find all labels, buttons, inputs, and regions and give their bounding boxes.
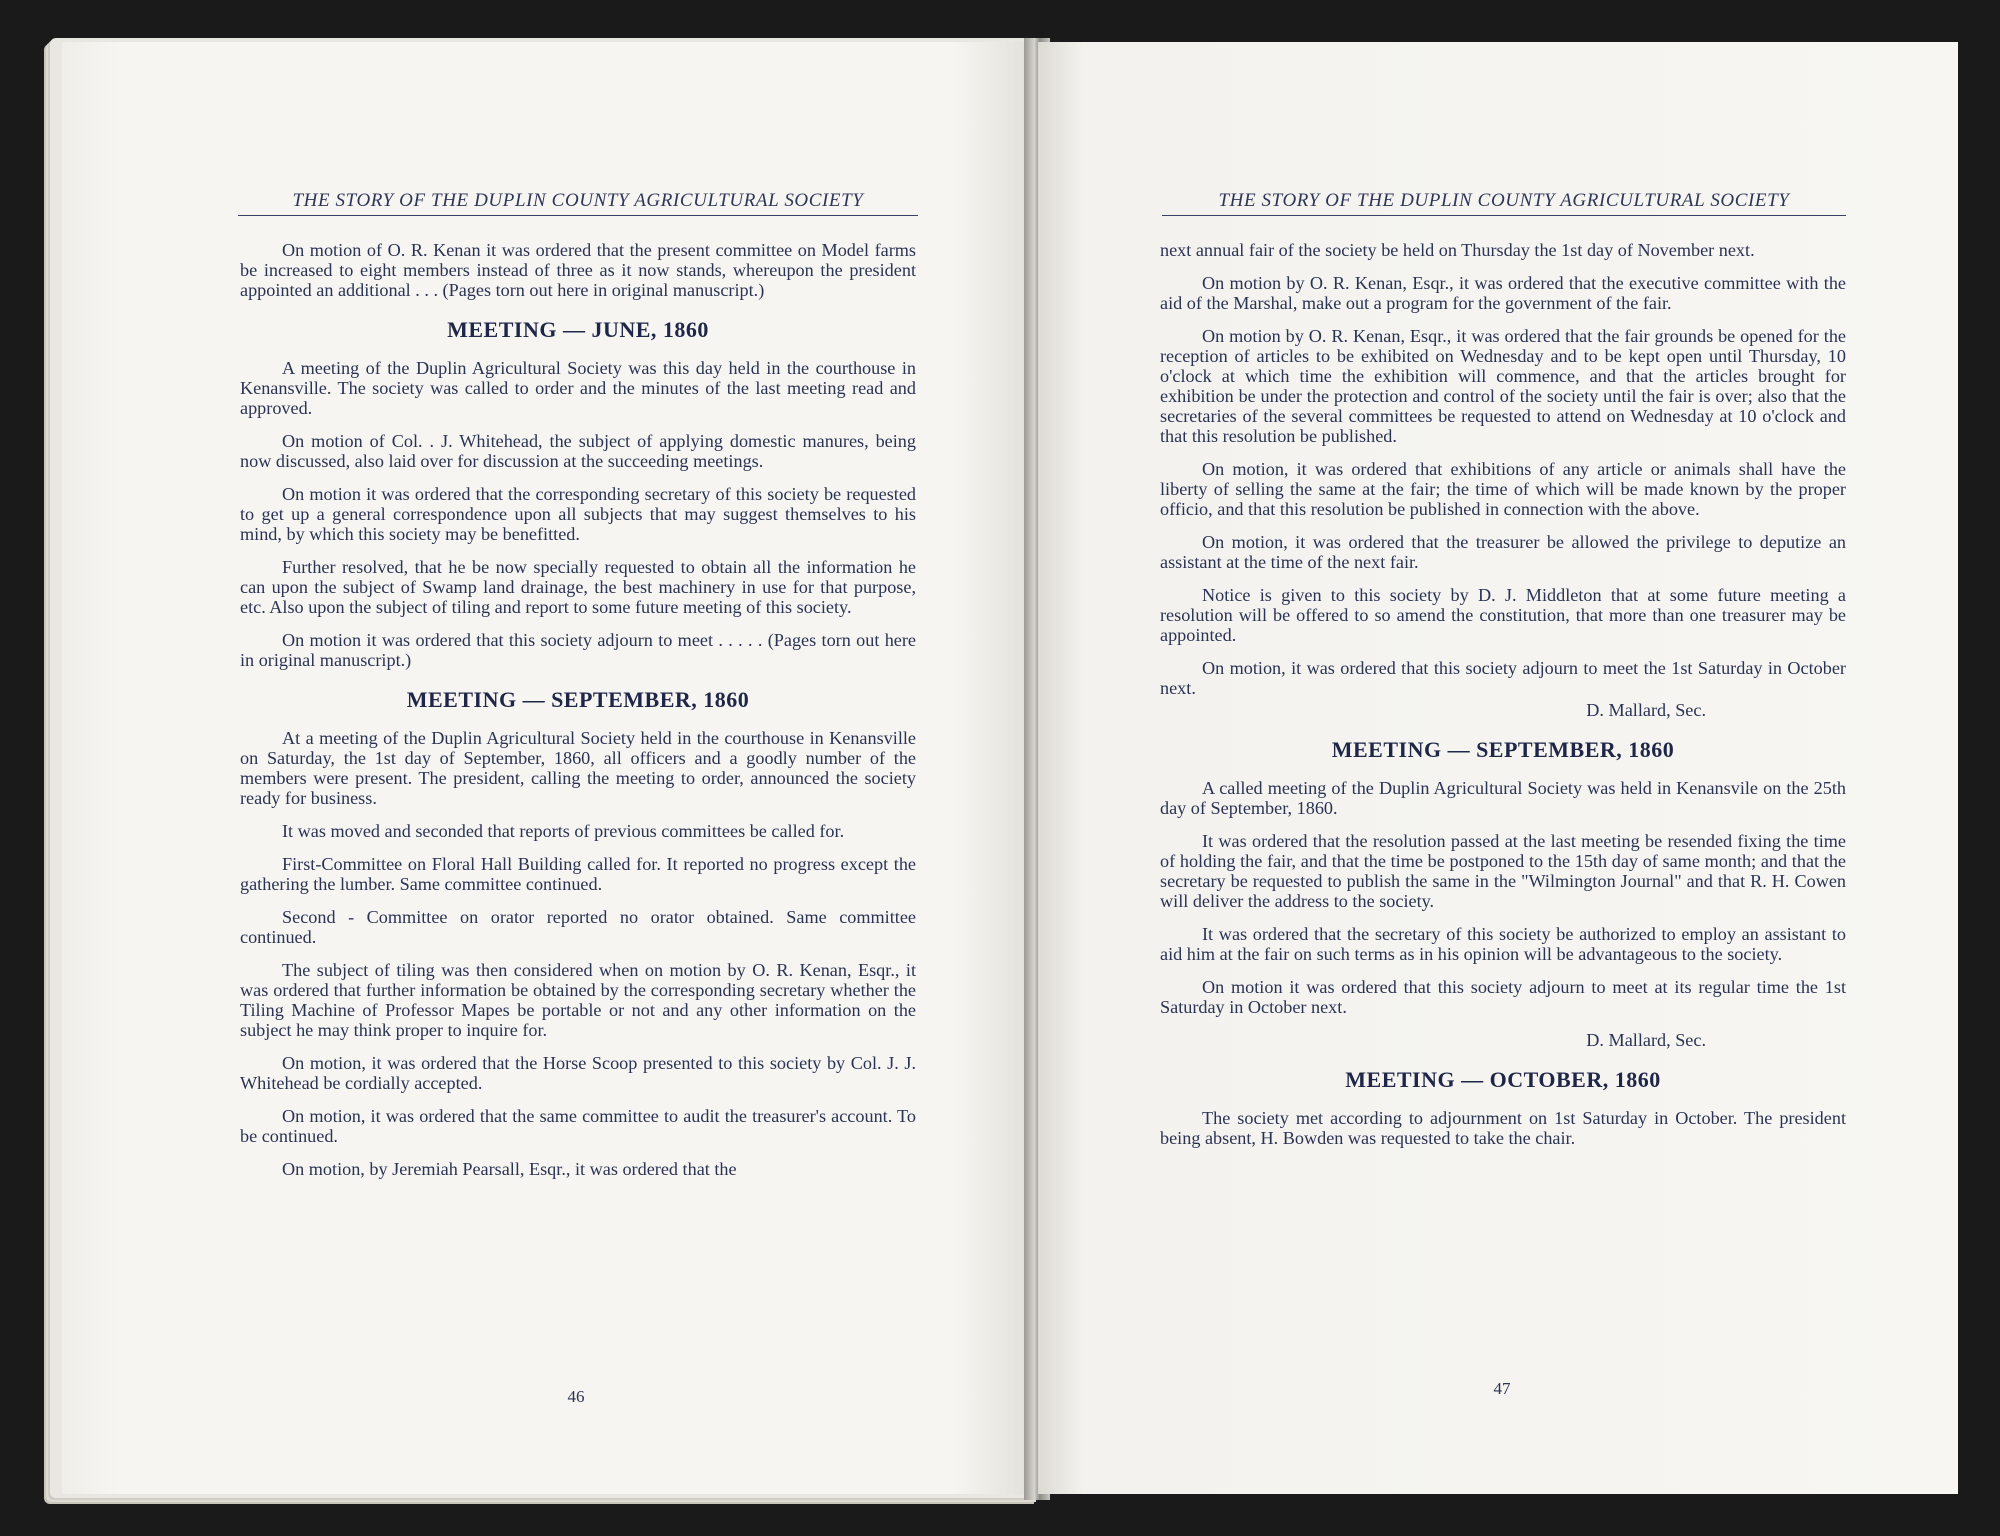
right-page-number: 47 (1493, 1379, 1511, 1398)
left-running-head: THE STORY OF THE DUPLIN COUNTY AGRICULTURAL SOCIETY (238, 190, 918, 216)
paragraph: On motion it was ordered that this society adjourn to meet at its regular time the 1st Saturday in October next. (1160, 977, 1846, 1017)
paragraph: A called meeting of the Duplin Agricultural Society was held in Kenansvile on the 25th day of September, 1860. (1160, 778, 1846, 818)
paragraph: At a meeting of the Duplin Agricultural Society held in the courthouse in Kenansville on Saturday, the 1st day of September, 1860, all officers and a goodly number of the members were present. The president, calling the meeting to order, announced the society ready for business. (240, 728, 916, 808)
left-page-number: 46 (567, 1387, 585, 1406)
paragraph: On motion of O. R. Kenan it was ordered that the present committee on Model farms be increased to eight members instead of three as it now stands, whereupon the president appointed an additional . . . (Pages torn out here in original manuscript.) (240, 240, 916, 300)
paragraph: On motion, by Jeremiah Pearsall, Esqr., it was ordered that the (282, 1159, 737, 1179)
paragraph: The society met according to adjournment on 1st Saturday in October. The president being absent, H. Bowden was requested to take the chair. (1160, 1108, 1846, 1148)
paragraph: It was ordered that the secretary of this society be authorized to employ an assistant to aid him at the fair on such terms as in his opinion will be advantageous to the society. (1160, 924, 1846, 964)
paragraph: On motion of Col. . J. Whitehead, the subject of applying domestic manures, being now discussed, also laid over for discussion at the succeeding meetings. (240, 431, 916, 471)
left-page (62, 42, 1032, 1494)
right-page (1038, 42, 1958, 1494)
paragraph: next annual fair of the society be held on Thursday the 1st day of November next. (1160, 240, 1755, 260)
paragraph: First-Committee on Floral Hall Building called for. It reported no progress except the gathering the lumber. Same committee continued. (240, 854, 916, 894)
paragraph: On motion, it was ordered that exhibitions of any article or animals shall have the liberty of selling the same at the fair; the time of which will be made known by the proper officio, and that this resolution be published in connection with the above. (1160, 459, 1846, 519)
meeting-heading: MEETING — JUNE, 1860 (447, 317, 709, 342)
paragraph: On motion, it was ordered that the Horse Scoop presented to this society by Col. J. J. Whitehead be cordially accepted. (240, 1053, 916, 1093)
paragraph: Notice is given to this society by D. J. Middleton that at some future meeting a resolution will be offered to so amend the constitution, that more than one treasurer may be appointed. (1160, 585, 1846, 645)
paragraph: Second - Committee on orator reported no orator obtained. Same committee continued. (240, 907, 916, 947)
right-running-head: THE STORY OF THE DUPLIN COUNTY AGRICULTURAL SOCIETY (1162, 190, 1846, 216)
right-text-column (1160, 240, 1846, 1161)
left-text-column (240, 240, 916, 1192)
meeting-heading: MEETING — OCTOBER, 1860 (1345, 1067, 1661, 1092)
paragraph: It was ordered that the resolution passed at the last meeting be resended fixing the time of holding the fair, and that the time be postponed to the 15th day of same month; and that the secretary be requested to publish the same in the "Wilmington Journal" and that R. H. Cowen will deliver the address to the society. (1160, 831, 1846, 911)
meeting-heading: MEETING — SEPTEMBER, 1860 (1331, 737, 1675, 762)
secretary-signature: D. Mallard, Sec. (1586, 1030, 1706, 1050)
paragraph: On motion by O. R. Kenan, Esqr., it was ordered that the fair grounds be opened for the reception of articles to be exhibited on Wednesday and to be kept open until Thursday, 10 o'clock at which time the exhibition will commence, and that the articles brought for exhibition be under the protection and control of the society until the fair is over; also that the secretaries of the several committees be requested to attend on Wednesday at 10 o'clock and that this resolution be published. (1160, 326, 1846, 446)
paragraph: On motion, it was ordered that the same committee to audit the treasurer's account. To be continued. (240, 1106, 916, 1146)
paragraph: On motion by O. R. Kenan, Esqr., it was ordered that the executive committee with the aid of the Marshal, make out a program for the government of the fair. (1160, 273, 1846, 313)
paragraph: A meeting of the Duplin Agricultural Society was this day held in the courthouse in Kenansville. The society was called to order and the minutes of the last meeting read and approved. (240, 358, 916, 418)
meeting-heading: MEETING — SEPTEMBER, 1860 (406, 687, 750, 712)
secretary-signature: D. Mallard, Sec. (1586, 700, 1706, 720)
paragraph: On motion it was ordered that the corresponding secretary of this society be requested to get up a general correspondence upon all subjects that may suggest themselves to his mind, by which this society may be benefitted. (240, 484, 916, 544)
paragraph: The subject of tiling was then considered when on motion by O. R. Kenan, Esqr., it was ordered that further information be obtained by the corresponding secretary whether the Tiling Machine of Professor Mapes be portable or not and any other information on the subject he may think proper to inquire for. (240, 960, 916, 1040)
paragraph: It was moved and seconded that reports of previous committees be called for. (282, 821, 845, 841)
paragraph: On motion, it was ordered that the treasurer be allowed the privilege to deputize an assistant at the time of the next fair. (1160, 532, 1846, 572)
paragraph: On motion, it was ordered that this society adjourn to meet the 1st Saturday in October next. (1160, 658, 1846, 698)
paragraph: On motion it was ordered that this society adjourn to meet . . . . . (Pages torn out here in original manuscript.) (240, 630, 916, 670)
paragraph: Further resolved, that he be now specially requested to obtain all the information he can upon the subject of Swamp land drainage, the best machinery in use for that purpose, etc. Also upon the subject of tiling and report to some future meeting of this society. (240, 557, 916, 617)
